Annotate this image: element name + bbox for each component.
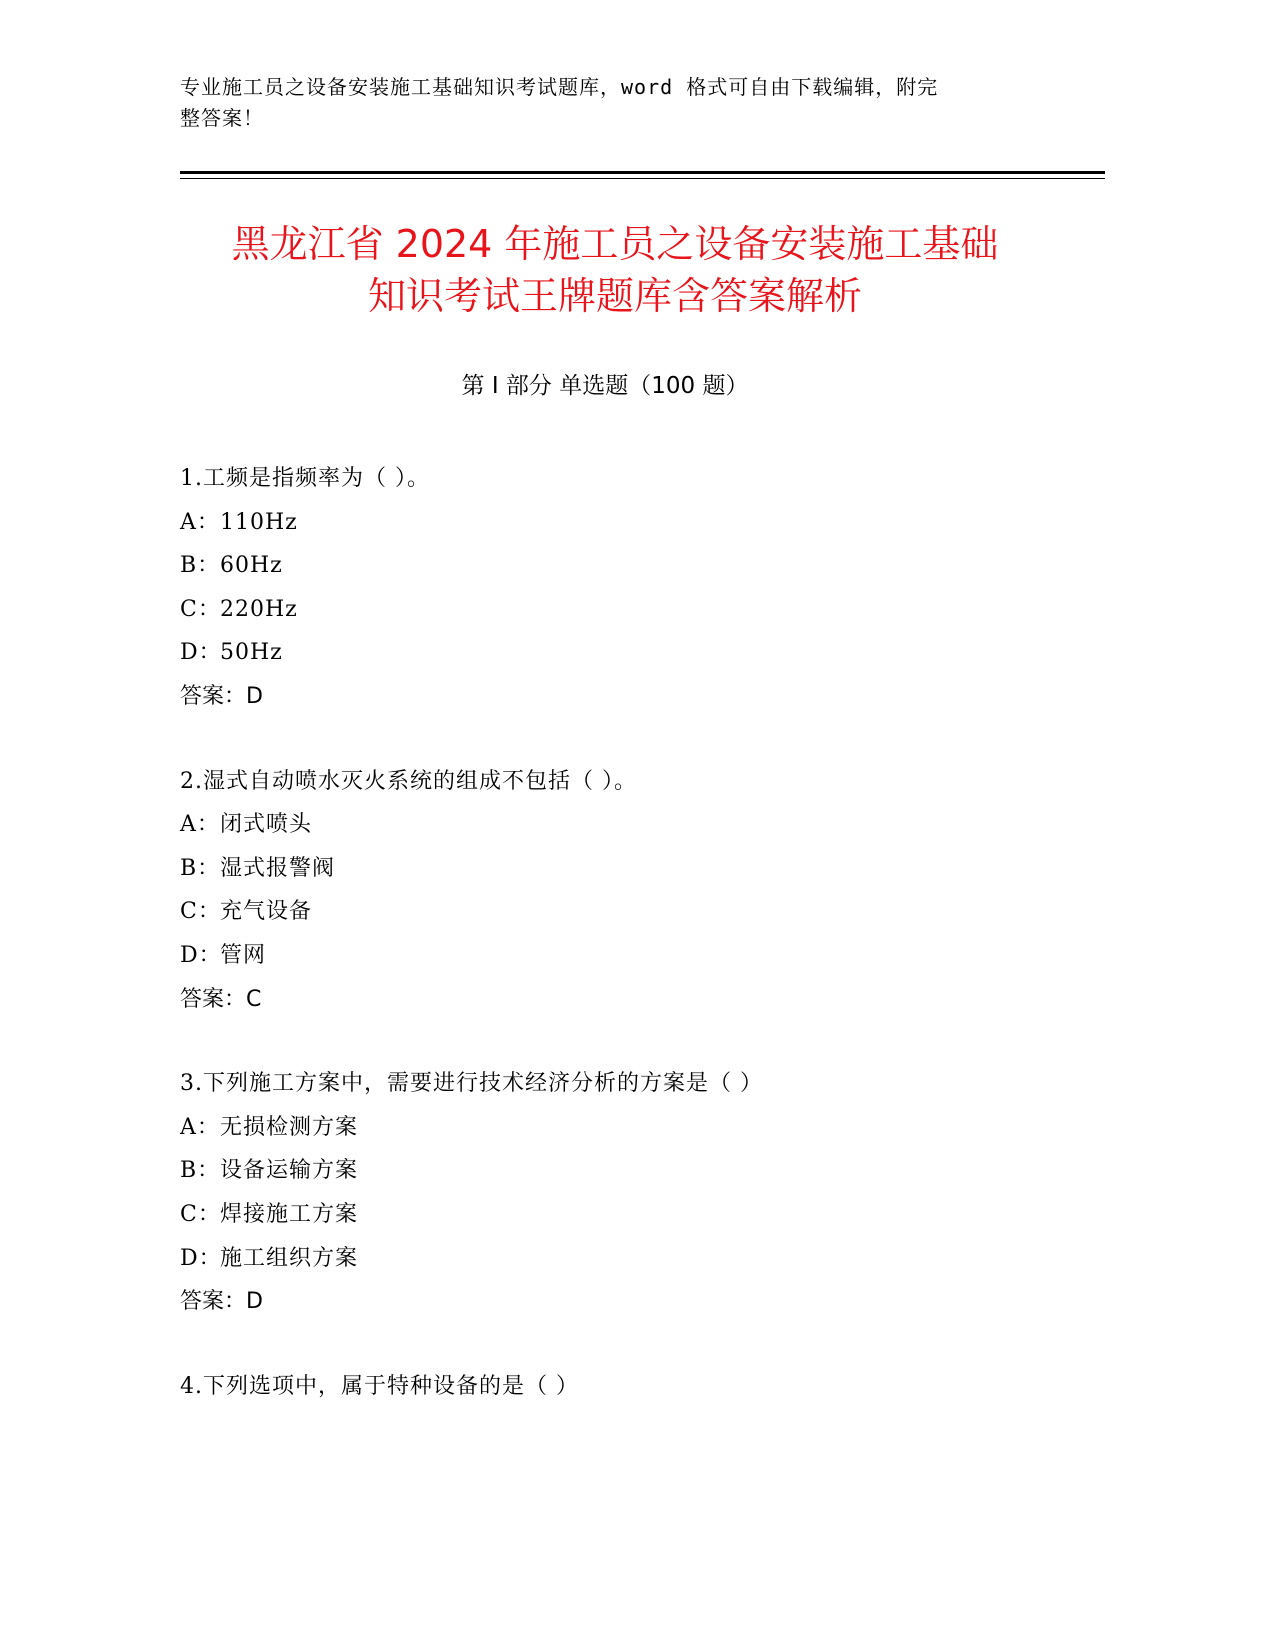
- option-b: [180, 544, 1080, 588]
- option-d: [180, 934, 1080, 978]
- option-key: D：: [180, 1245, 222, 1271]
- question-3: [180, 1062, 1080, 1324]
- option-text: 闭式喷头: [220, 812, 313, 838]
- option-key: A：: [180, 509, 220, 535]
- header-note: [180, 72, 1060, 134]
- option-text: 管网: [220, 942, 267, 968]
- question-text: 4.下列选项中，属于特种设备的是（ ）: [180, 1373, 579, 1399]
- answer: 答案：D: [180, 683, 263, 709]
- option-b: [180, 1149, 1080, 1193]
- option-text: 无损检测方案: [220, 1114, 359, 1140]
- option-text: 220Hz: [220, 596, 298, 622]
- option-text: 焊接施工方案: [220, 1201, 359, 1227]
- question-list: [180, 457, 1080, 1449]
- option-text: 充气设备: [220, 899, 313, 925]
- option-key: D：: [180, 942, 222, 968]
- answer: 答案：D: [180, 1289, 263, 1315]
- answer: 答案：C: [180, 986, 262, 1012]
- option-text: 湿式报警阀: [220, 855, 336, 881]
- question-text: 2.湿式自动喷水灭火系统的组成不包括（ ）。: [180, 768, 637, 794]
- option-a: [180, 1106, 1080, 1150]
- document-title: [180, 218, 1050, 322]
- option-text: 设备运输方案: [220, 1158, 359, 1184]
- document-title-line-2: 知识考试王牌题库含答案解析: [367, 274, 862, 318]
- option-b: [180, 847, 1080, 891]
- question-2: [180, 760, 1080, 1022]
- question-text: 3.下列施工方案中，需要进行技术经济分析的方案是（ ）: [180, 1071, 763, 1097]
- option-c: [180, 588, 1080, 632]
- question-1: [180, 457, 1080, 719]
- option-c: [180, 1193, 1080, 1237]
- document-title-line-1: 黑龙江省 2024 年施工员之设备安装施工基础: [231, 222, 999, 266]
- option-key: D：: [180, 640, 222, 666]
- option-a: [180, 803, 1080, 847]
- section-title: 第 I 部分 单选题（100 题）: [461, 373, 749, 399]
- option-text: 60Hz: [220, 553, 283, 579]
- header-note-line-1: 专业施工员之设备安装施工基础知识考试题库，word 格式可自由下载编辑，附完: [180, 75, 939, 99]
- option-d: [180, 631, 1080, 675]
- option-c: [180, 890, 1080, 934]
- option-key: A：: [180, 1114, 220, 1140]
- option-text: 50Hz: [220, 640, 283, 666]
- option-key: C：: [180, 1201, 221, 1227]
- option-key: B：: [180, 553, 221, 579]
- option-a: [180, 501, 1080, 545]
- header-rule-thick: [180, 171, 1105, 174]
- header-rule-thin: [180, 178, 1105, 179]
- header-note-line-2: 整答案！: [180, 106, 264, 130]
- option-d: [180, 1237, 1080, 1281]
- question-text: 1.工频是指频率为（ ）。: [180, 466, 430, 491]
- option-key: A：: [180, 812, 220, 838]
- option-text: 110Hz: [220, 509, 298, 535]
- option-key: B：: [180, 855, 221, 881]
- option-key: C：: [180, 596, 221, 622]
- option-text: 施工组织方案: [220, 1245, 359, 1271]
- question-4: [180, 1365, 1080, 1409]
- option-key: C：: [180, 899, 221, 925]
- option-key: B：: [180, 1158, 221, 1184]
